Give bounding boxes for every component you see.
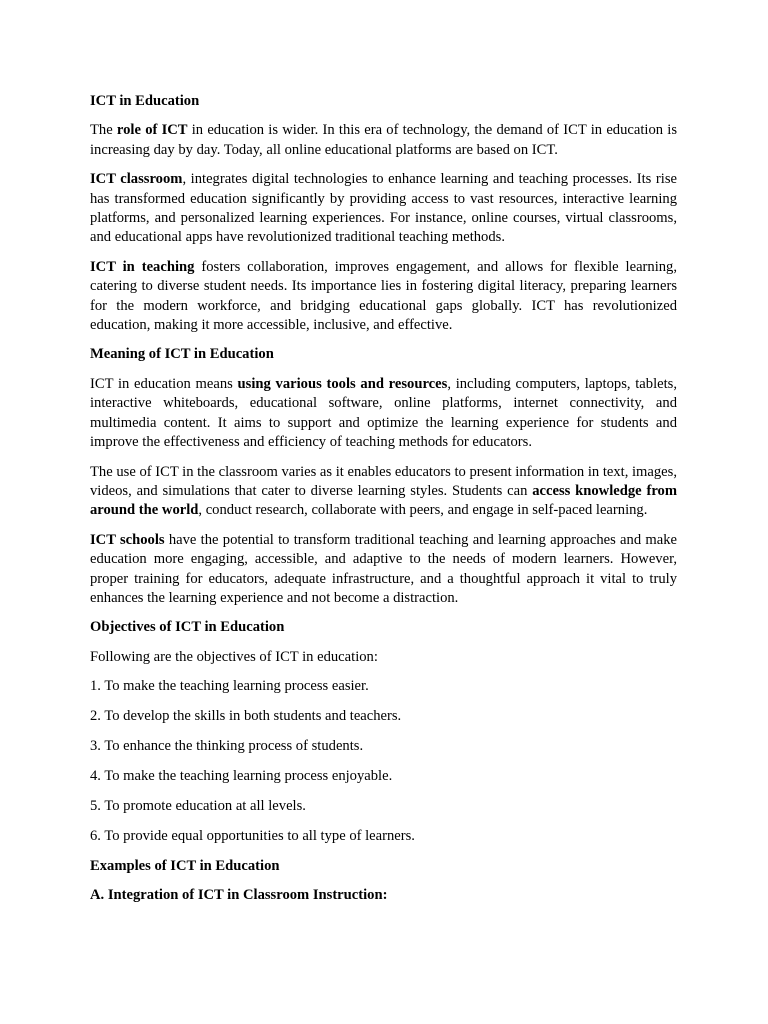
paragraph-ict-in-teaching xyxy=(90,258,677,336)
list-item: 6. To provide equal opportunities to all type of learners. xyxy=(90,827,415,844)
heading-ict-in-education: ICT in Education xyxy=(90,93,200,109)
text: The xyxy=(90,122,117,139)
paragraph-ict-classroom xyxy=(90,170,677,248)
text: have the potential to transform traditional teaching and learning approaches and make education more engaging, accessible, and adaptive to the needs of modern learners. However, proper training for educators, adequate infrastructure, and a thoughtful approach it vital to truly enhances the learning experience and not become a distraction. xyxy=(90,531,677,606)
bold-text: using various tools and resources xyxy=(237,375,448,392)
document-page xyxy=(90,92,677,915)
text: , integrates digital technologies to enhance learning and teaching processes. Its rise has transformed education significantly by providing access to vast resources, interactive learning platforms, and personalized learning experiences. For instance, online courses, virtual classrooms, and educational apps have revolutionized traditional teaching methods. xyxy=(90,171,677,246)
paragraph-meaning xyxy=(90,375,677,453)
heading-objectives: Objectives of ICT in Education xyxy=(90,619,285,636)
paragraph-objectives-intro: Following are the objectives of ICT in education: xyxy=(90,648,378,665)
text: fosters collaboration, improves engagement, and allows for flexible learning, catering to diverse student needs. Its importance lies in fostering digital literacy, preparing learners for the modern workforce, and bridging educational gaps globally. ICT has revolutionized education, making it more accessible, inclusive, and effective. xyxy=(90,258,678,334)
list-item: 3. To enhance the thinking process of students. xyxy=(90,737,364,754)
list-item: 5. To promote education at all levels. xyxy=(90,797,306,814)
text: The use of ICT in the classroom varies as it enables educators to present information in text, images, videos, and simulations that cater to diverse learning styles. Students can xyxy=(90,463,677,499)
heading-meaning: Meaning of ICT in Education xyxy=(90,346,274,363)
bold-text: ICT schools xyxy=(90,531,165,548)
text: , including computers, laptops, tablets, interactive whiteboards, educational software, online platforms, internet connectivity, and multimedia content. It aims to support and optimize the learning experience for students and improve the effectiveness and efficiency of teaching methods for educators. xyxy=(90,375,678,451)
text: ICT in education means xyxy=(90,375,238,392)
list-item: 1. To make the teaching learning process easier. xyxy=(90,678,369,695)
bold-text: access knowledge from around the world xyxy=(90,482,677,519)
heading-integration: A. Integration of ICT in Classroom Instruction: xyxy=(90,887,388,903)
list-item: 2. To develop the skills in both students and teachers. xyxy=(90,708,402,725)
list-item: 4. To make the teaching learning process enjoyable. xyxy=(90,767,393,784)
heading-examples: Examples of ICT in Education xyxy=(90,857,280,874)
bold-text: ICT classroom xyxy=(90,171,183,188)
paragraph-role-of-ict xyxy=(90,121,677,160)
bold-text: ICT in teaching xyxy=(90,258,195,275)
text: in education is wider. In this era of technology, the demand of ICT in education is increasing day by day. Today, all online educational platforms are based on ICT. xyxy=(90,122,678,158)
paragraph-use-of-ict xyxy=(90,463,677,521)
bold-text: role of ICT xyxy=(116,122,188,139)
paragraph-ict-schools xyxy=(90,531,677,609)
text: , conduct research, collaborate with peers, and engage in self-paced learning. xyxy=(198,502,648,519)
